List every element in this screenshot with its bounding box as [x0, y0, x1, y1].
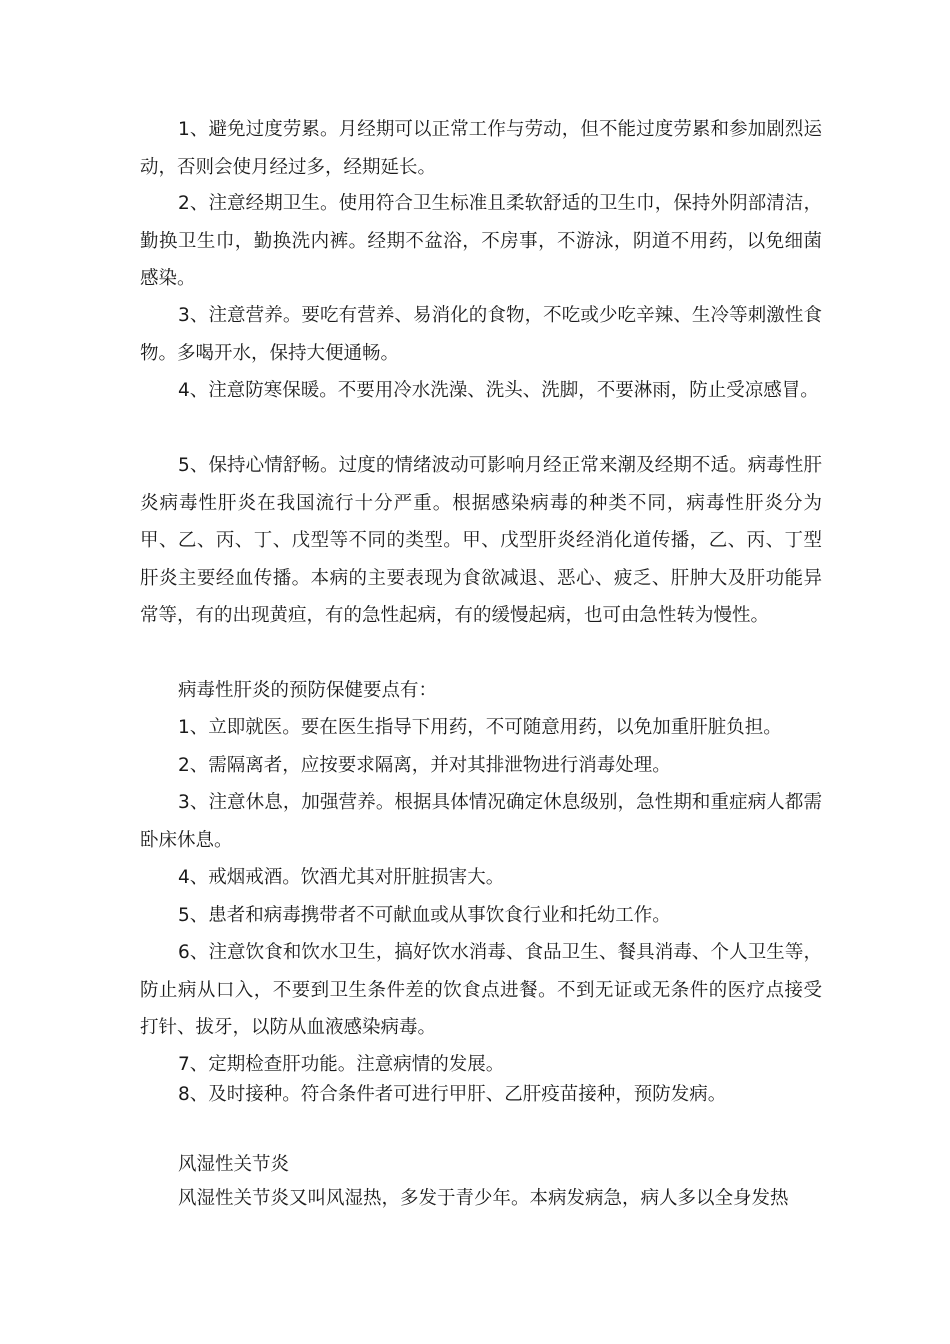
paragraph-no-blood-donation: 5、患者和病毒携带者不可献血或从事饮食行业和托幼工作。	[178, 905, 671, 926]
paragraph-see-doctor: 1、立即就医。要在医生指导下用药，不可随意用药，以免加重肝脏负担。	[178, 717, 782, 738]
paragraph-isolation: 2、需隔离者，应按要求隔离，并对其排泄物进行消毒处理。	[178, 755, 671, 776]
paragraph-menstrual-rest: 1、避免过度劳累。月经期可以正常工作与劳动，但不能过度劳累和参加剧烈运动，否则会使月经过多，经期延长。	[140, 119, 822, 178]
paragraph-food-hygiene: 6、注意饮食和饮水卫生，搞好饮水消毒、食品卫生、餐具消毒、个人卫生等，防止病从口入，不要到卫生条件差的饮食点进餐。不到无证或无条件的医疗点接受打针、拔牙，以防从血液感染病毒。	[140, 942, 822, 1038]
paragraph-no-smoking: 4、戒烟戒酒。饮酒尤其对肝脏损害大。	[178, 867, 505, 888]
section-title: 风湿性关节炎	[178, 1154, 290, 1175]
paragraph-mood-hepatitis: 5、保持心情舒畅。过度的情绪波动可影响月经正常来潮及经期不适。病毒性肝炎病毒性肝炎在我国流行十分严重。根据感染病毒的种类不同，病毒性肝炎分为甲、乙、丙、丁、戊型等不同的类型。甲、戊型肝炎经消化道传播，乙、丙、丁型肝炎主要经血传播。本病的主要表现为食欲减退、恶心、疲乏、肝肿大及肝功能异常等，有的出现黄疸，有的急性起病，有的缓慢起病，也可由急性转为慢性。	[140, 455, 822, 626]
paragraph-rest-nutrition: 3、注意休息，加强营养。根据具体情况确定休息级别，急性期和重症病人都需卧床休息。	[140, 792, 822, 851]
paragraph-liver-check: 7、定期检查肝功能。注意病情的发展。	[178, 1054, 505, 1075]
paragraph-nutrition: 3、注意营养。要吃有营养、易消化的食物，不吃或少吃辛辣、生冷等刺激性食物。多喝开水，保持大便通畅。	[140, 305, 822, 364]
paragraph-menstrual-hygiene: 2、注意经期卫生。使用符合卫生标准且柔软舒适的卫生巾，保持外阴部清洁，勤换卫生巾，勤换洗内裤。经期不盆浴，不房事，不游泳，阴道不用药，以免细菌感染。	[140, 193, 822, 289]
paragraph-prevention-intro: 病毒性肝炎的预防保健要点有：	[178, 680, 438, 701]
paragraph-rheumatism-intro: 风湿性关节炎又叫风湿热，多发于青少年。本病发病急，病人多以全身发热	[178, 1188, 789, 1209]
paragraph-keep-warm: 4、注意防寒保暖。不要用冷水洗澡、洗头、洗脚，不要淋雨，防止受凉感冒。	[178, 380, 819, 401]
paragraph-vaccination: 8、及时接种。符合条件者可进行甲肝、乙肝疫苗接种，预防发病。	[178, 1084, 727, 1105]
